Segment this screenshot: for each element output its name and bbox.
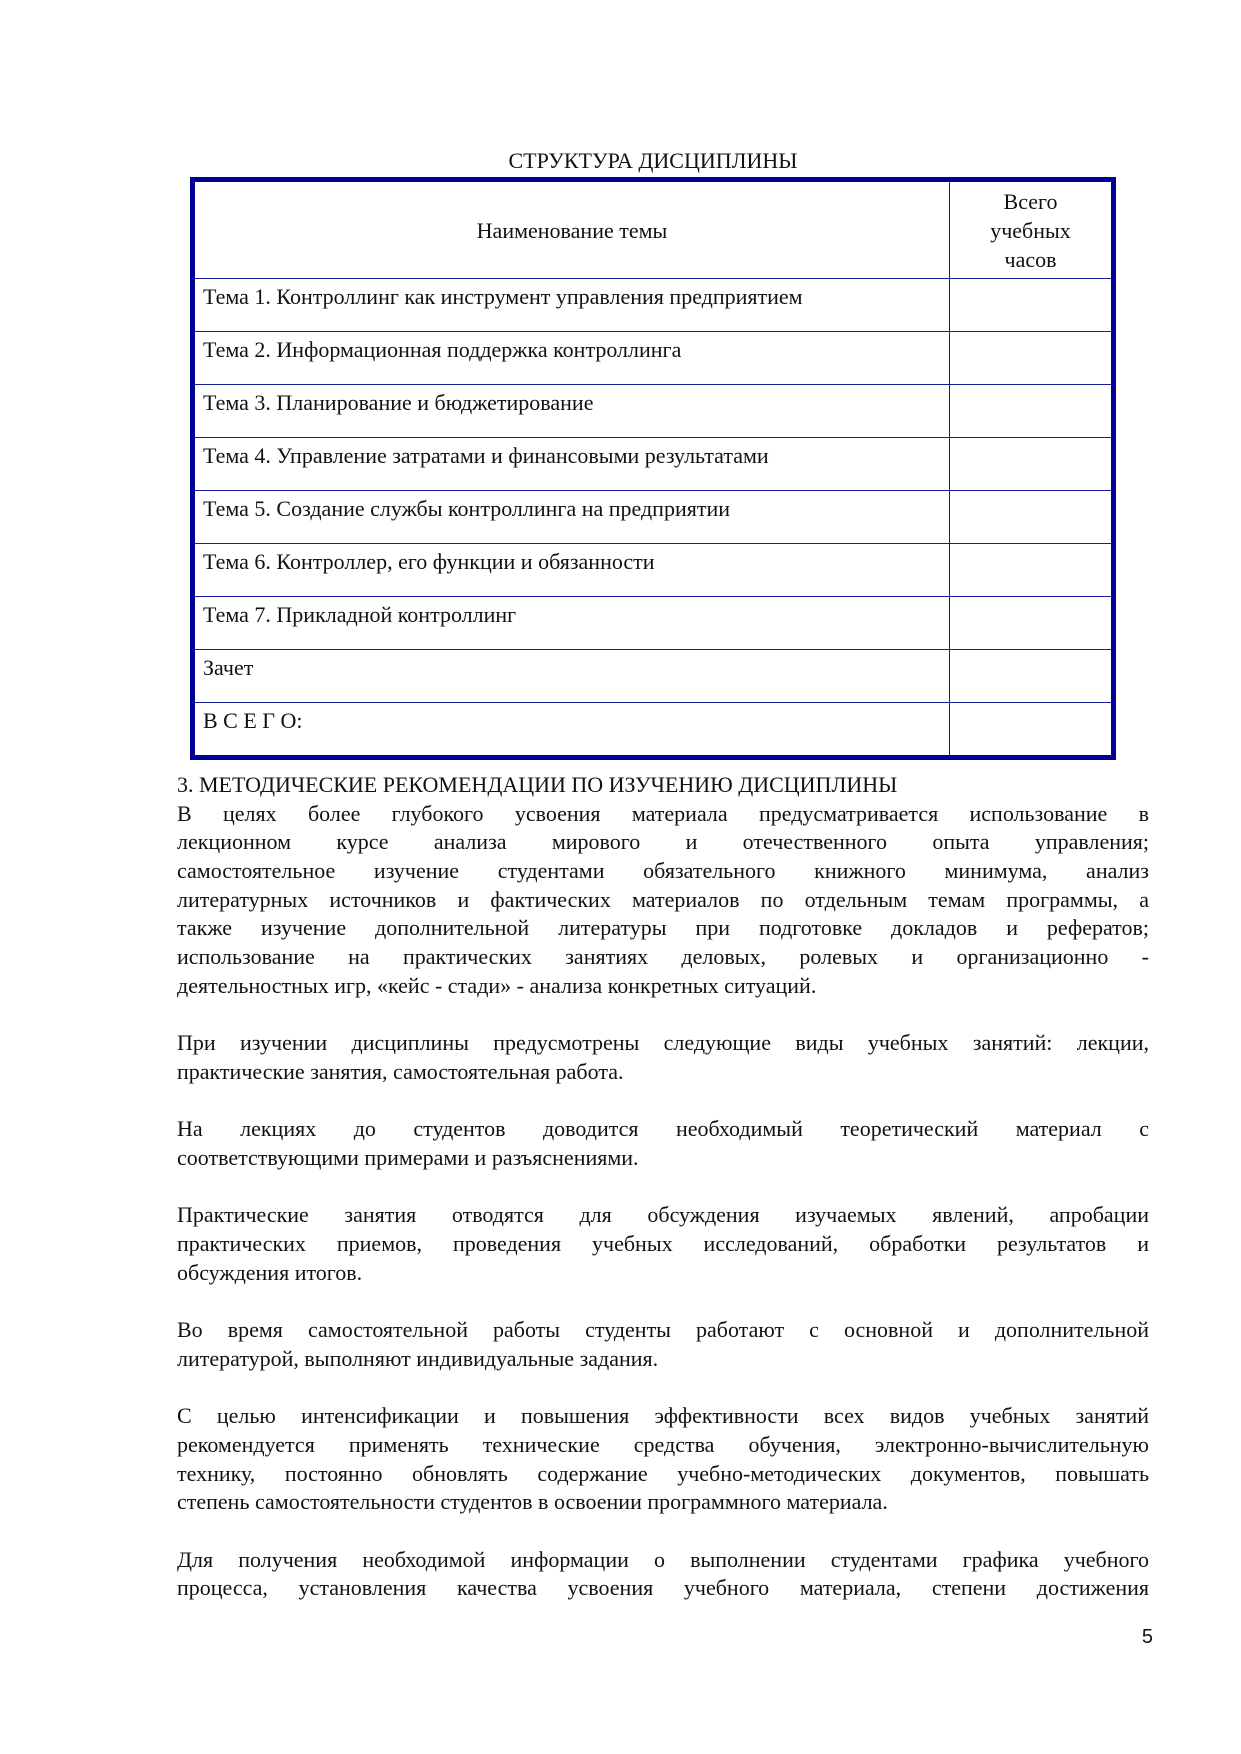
paragraph-line: литературой, выполняют индивидуальные задания.	[177, 1345, 659, 1371]
paragraph	[177, 1546, 1149, 1603]
paragraph-line: самостоятельное изучение студентами обязательного книжного минимума, анализ	[177, 858, 1149, 884]
topic-name-cell: Зачет	[193, 650, 950, 703]
hours-cell	[950, 438, 1114, 491]
hours-cell	[950, 385, 1114, 438]
paragraph	[177, 1201, 1149, 1287]
paragraph-line: рекомендуется применять технические средства обучения, электронно-вычислительную	[177, 1431, 1149, 1457]
paragraph-line: При изучении дисциплины предусмотрены следующие виды учебных занятий: лекции,	[177, 1030, 1149, 1056]
paragraph-line: лекционном курсе анализа мирового и отечественного опыта управления;	[177, 829, 1149, 855]
hours-cell	[950, 650, 1114, 703]
hours-cell	[950, 544, 1114, 597]
paragraph-line: обсуждения итогов.	[177, 1259, 363, 1285]
paragraph-line: использование на практических занятиях деловых, ролевых и организационно -	[177, 944, 1149, 970]
hours-cell	[950, 703, 1114, 758]
paragraph-line: В целях более глубокого усвоения материала предусматривается использование в	[177, 800, 1149, 826]
topic-name-cell: Тема 2. Информационная поддержка контроллинга	[193, 332, 950, 385]
paragraph-line: технику, постоянно обновлять содержание учебно-методических документов, повышать	[177, 1460, 1149, 1486]
table-row	[193, 650, 1114, 703]
header-topic-name: Наименование темы	[193, 180, 950, 279]
table-row	[193, 597, 1114, 650]
topic-name-cell: В С Е Г О:	[193, 703, 950, 758]
paragraph-line: практические занятия, самостоятельная работа.	[177, 1058, 624, 1084]
table-row	[193, 332, 1114, 385]
topic-name-cell: Тема 1. Контроллинг как инструмент управления предприятием	[193, 279, 950, 332]
paragraph-line: литературных источников и фактических материалов по отдельным темам программы, а	[177, 886, 1149, 912]
paragraph-line: На лекциях до студентов доводится необходимый теоретический материал с	[177, 1116, 1149, 1142]
paragraph-line: Практические занятия отводятся для обсуждения изучаемых явлений, апробации	[177, 1202, 1149, 1228]
topic-name-cell: Тема 4. Управление затратами и финансовыми результатами	[193, 438, 950, 491]
topic-name-cell: Тема 6. Контроллер, его функции и обязанности	[193, 544, 950, 597]
table-row	[193, 703, 1114, 758]
paragraph	[177, 1029, 1149, 1086]
paragraph-line: также изучение дополнительной литературы при подготовке докладов и рефератов;	[177, 915, 1149, 941]
section-heading: 3. МЕТОДИЧЕСКИЕ РЕКОМЕНДАЦИИ ПО ИЗУЧЕНИЮ ДИСЦИПЛИНЫ	[177, 772, 898, 797]
paragraph-line: Во время самостоятельной работы студенты работают с основной и дополнительной	[177, 1317, 1149, 1343]
paragraph-line: деятельностных игр, «кейс - стади» - анализа конкретных ситуаций.	[177, 972, 817, 998]
paragraph	[177, 1316, 1149, 1373]
header-total-hours: Всего учебных часов	[950, 180, 1114, 279]
hours-cell	[950, 491, 1114, 544]
discipline-structure-table	[190, 177, 1116, 760]
page-number: 5	[1141, 1626, 1153, 1648]
paragraph	[177, 1115, 1149, 1172]
topic-name-cell: Тема 7. Прикладной контроллинг	[193, 597, 950, 650]
hours-cell	[950, 597, 1114, 650]
paragraph	[177, 800, 1149, 1001]
table-row	[193, 491, 1114, 544]
paragraph-line: Для получения необходимой информации о выполнении студентами графика учебного	[177, 1546, 1149, 1572]
hours-cell	[950, 332, 1114, 385]
table-row	[193, 544, 1114, 597]
paragraph	[177, 1402, 1149, 1517]
table-row	[193, 385, 1114, 438]
paragraph-line: соответствующими примерами и разъяснениями.	[177, 1144, 639, 1170]
paragraph-line: практических приемов, проведения учебных исследований, обработки результатов и	[177, 1231, 1149, 1256]
paragraph-line: степень самостоятельности студентов в освоении программного материала.	[177, 1489, 888, 1515]
paragraph-line: процесса, установления качества усвоения учебного материала, степени достижения	[177, 1575, 1149, 1601]
paragraph-line: С целью интенсификации и повышения эффективности всех видов учебных занятий	[177, 1403, 1149, 1429]
table-row	[193, 438, 1114, 491]
topic-name-cell: Тема 5. Создание службы контроллинга на предприятии	[193, 491, 950, 544]
table-row	[193, 279, 1114, 332]
hours-cell	[950, 279, 1114, 332]
section-body	[177, 771, 1149, 1632]
table-title: СТРУКТУРА ДИСЦИПЛИНЫ	[508, 148, 798, 173]
topic-name-cell: Тема 3. Планирование и бюджетирование	[193, 385, 950, 438]
table-header-row	[193, 180, 1114, 279]
